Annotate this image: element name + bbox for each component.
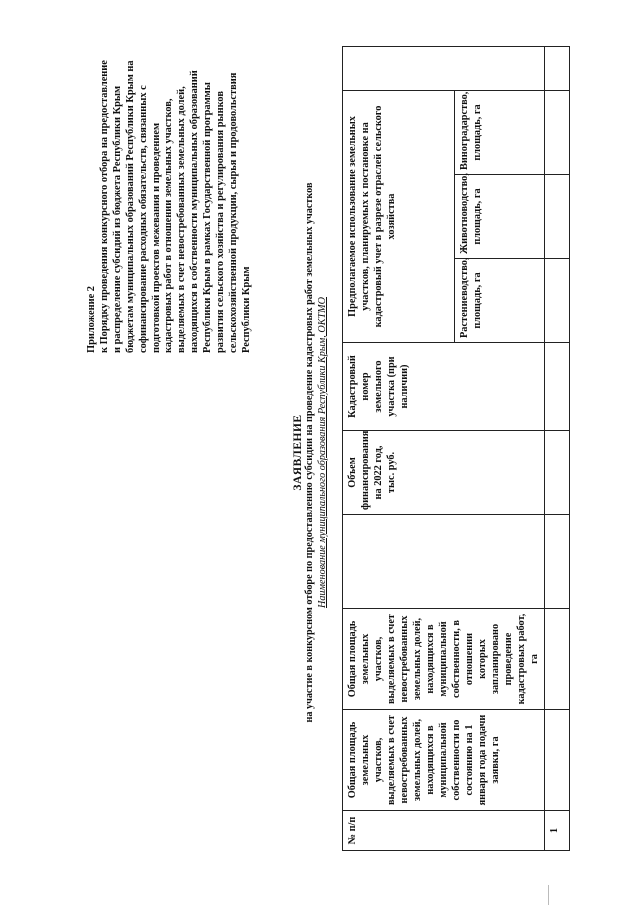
appendix-line: и распределение субсидий из бюджета Республики Крым [111, 85, 123, 353]
document-title: ЗАЯВЛЕНИЕ [292, 414, 304, 491]
table-cell [545, 515, 570, 609]
appendix-line: Республики Крым в рамках Государственной программы [202, 82, 214, 353]
appendix-line: находящихся в собственности муниципальных образований [189, 70, 201, 353]
appendix-line: к Порядку проведения конкурсного отбора на предоставление [98, 60, 110, 353]
header-planned-area: Общая площадь земельных участков, выделяемых в счет невостребованных земельных долей, находящихся в муниципальной собственности, в отношении которых запланировано проведение кадастровых работ, га [343, 609, 545, 710]
header-empty-last [343, 46, 545, 90]
table-header-row [343, 46, 455, 850]
appendix-line: бюджетам муниципальных образований Республики Крым на [124, 60, 136, 353]
header-total-area: Общая площадь земельных участков, выделяемых в счет невостребованных земельных долей, находящихся в муниципальной собственности по состоянию на 1 января года подачи заявки, га [343, 710, 545, 811]
appendix-line: подготовкой проектов межевания и проведением [150, 122, 162, 353]
header-livestock: Животноводство, площадь, га [455, 175, 545, 259]
table-cell [545, 259, 570, 343]
appendix-line: развития сельского хозяйства и регулирования рынков [215, 91, 227, 353]
header-crop: Растениеводство, площадь, га [455, 259, 545, 343]
row-num: 1 [545, 811, 570, 851]
application-table [342, 46, 570, 851]
municipality-line: Наименование муниципального образования Республики Крым, ОКТМО [317, 296, 328, 609]
table-cell [545, 46, 570, 90]
document-subtitle: на участие в конкурсном отборе по предоставлению субсидии на проведение кадастровых работ земельных участков [304, 182, 315, 723]
table-cell [545, 609, 570, 710]
table-cell [545, 90, 570, 174]
header-cadastral: Кадастровый номер земельного участка (при наличии) [343, 343, 545, 431]
header-num: № п/п [343, 811, 545, 851]
table-row [545, 46, 570, 850]
table-cell [545, 175, 570, 259]
header-empty [343, 515, 545, 609]
appendix-line: Республики Крым [240, 266, 252, 353]
table-cell [545, 431, 570, 515]
header-usage-group: Предполагаемое использование земельных участков, планируемых к постановке на кадастровый учет в разрезе отраслей сельского хозяйства [343, 90, 455, 342]
appendix-line: софинансирование расходных обязательств, связанных с [137, 85, 149, 353]
appendix-header [86, 48, 254, 353]
header-financing: Объем финансирования на 2022 год, тыс. руб. [343, 431, 545, 515]
scan-edge-mark [548, 885, 549, 905]
table-cell [545, 343, 570, 431]
header-vineyard: Виноградарство, площадь, га [455, 90, 545, 174]
appendix-line: Приложение 2 [86, 285, 97, 353]
appendix-line: выделяемых в счет невостребованных земельных долей, [176, 86, 188, 353]
appendix-line: сельскохозяйственной продукции, сырья и продовольствия [227, 72, 239, 353]
appendix-line: кадастровых работ в отношении земельных участков, [163, 98, 175, 353]
table-cell [545, 710, 570, 811]
